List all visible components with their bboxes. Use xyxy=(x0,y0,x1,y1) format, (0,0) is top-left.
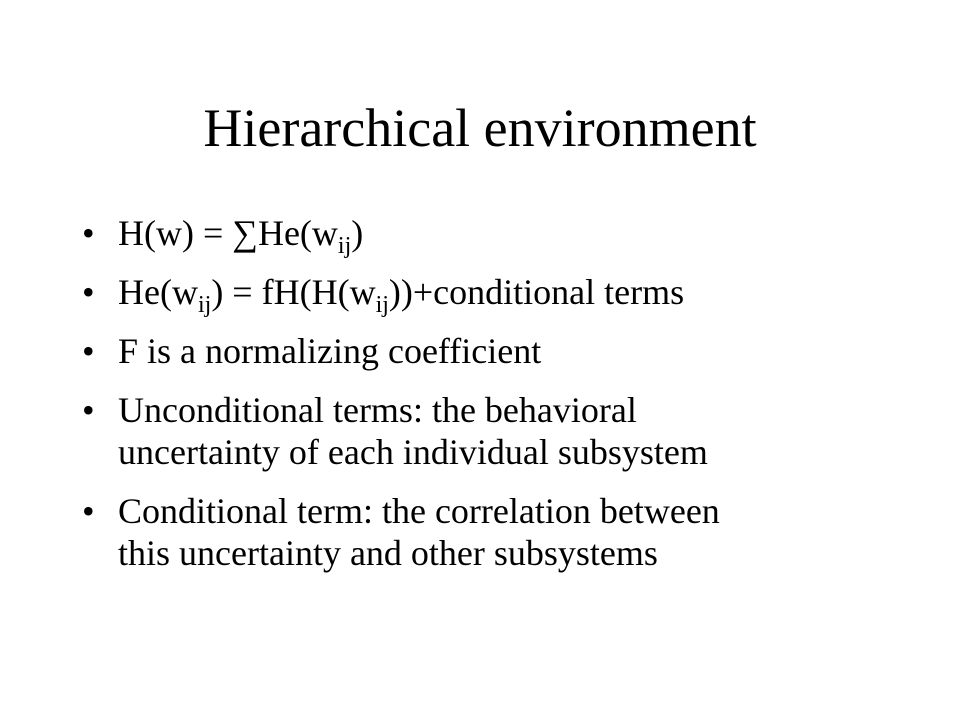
bullet-text-line-2: uncertainty of each individual subsystem xyxy=(118,432,708,472)
bullet-text: F is a normalizing coefficient xyxy=(118,331,542,371)
formula-tail: ) xyxy=(351,213,364,253)
formula-lead: H(w) = ∑He(w xyxy=(118,213,338,253)
bullet-dot: • xyxy=(82,272,95,312)
formula-tail: ))+conditional terms xyxy=(388,272,685,312)
bullet-dot: • xyxy=(82,491,95,531)
bullet-dot: • xyxy=(82,390,95,430)
bullet-text xyxy=(118,271,882,318)
bullet-text-line-1: Conditional term: the correlation between xyxy=(118,491,720,531)
formula-subscript: ij xyxy=(197,292,212,318)
bullet-text-line-1: Unconditional terms: the behavioral xyxy=(118,390,637,430)
bullet-item-1 xyxy=(82,212,882,259)
bullet-item-4 xyxy=(82,389,882,473)
formula-subscript: ij xyxy=(375,292,389,318)
bullet-dot: • xyxy=(82,213,95,253)
bullet-item-3 xyxy=(82,330,882,372)
slide-title: Hierarchical environment xyxy=(203,98,757,158)
bullet-text-line-2: this uncertainty and other subsystems xyxy=(118,533,658,573)
formula-subscript: ij xyxy=(337,233,352,259)
bullet-item-5 xyxy=(82,490,882,574)
formula-lead: He(w xyxy=(118,272,198,312)
bullet-item-2 xyxy=(82,271,882,318)
bullet-dot: • xyxy=(82,331,95,371)
bullet-text xyxy=(118,212,882,259)
formula-mid: ) = fH(H(w xyxy=(211,272,376,312)
bullet-list xyxy=(82,212,882,591)
